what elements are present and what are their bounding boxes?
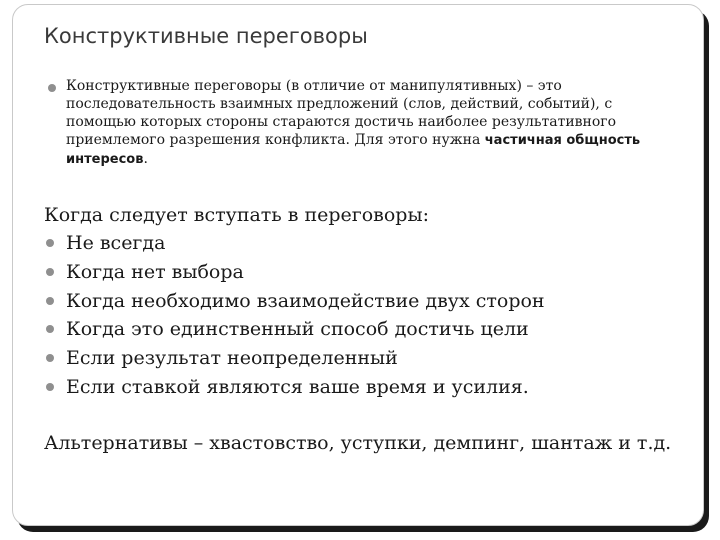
- when-heading: Когда следует вступать в переговоры:: [44, 204, 429, 226]
- bullet-dot: [46, 268, 54, 276]
- bullet-dot: [48, 84, 56, 92]
- bullet-dot: [46, 297, 54, 305]
- bullet-dot: [46, 383, 54, 391]
- slide-title: Конструктивные переговоры: [44, 24, 368, 48]
- alternatives-text: Альтернативы – хвастовство, уступки, демпинг, шантаж и т.д.: [44, 432, 672, 454]
- definition-end: .: [143, 151, 148, 167]
- definition-text: Конструктивные переговоры (в отличие от манипулятивных) – это последовательность взаимных предложений (слов, действий, событий), с помощью которых стороны стараются достичь наиболее результативного приемлемого разрешения конфликта. Для этого нужна: [66, 78, 617, 148]
- list-item: Не всегда: [66, 232, 166, 254]
- list-item: Когда необходимо взаимодействие двух сторон: [66, 290, 545, 312]
- bullet-dot: [46, 239, 54, 247]
- list-item: Если результат неопределенный: [66, 347, 398, 369]
- definition-paragraph: [66, 77, 686, 169]
- bullet-dot: [46, 354, 54, 362]
- list-item: Когда нет выбора: [66, 261, 244, 283]
- list-item: Когда это единственный способ достичь цели: [66, 318, 529, 340]
- bullet-dot: [46, 325, 54, 333]
- list-item: Если ставкой являются ваше время и усилия.: [66, 376, 529, 398]
- definition-emphasis: частичная общность интересов: [66, 133, 641, 167]
